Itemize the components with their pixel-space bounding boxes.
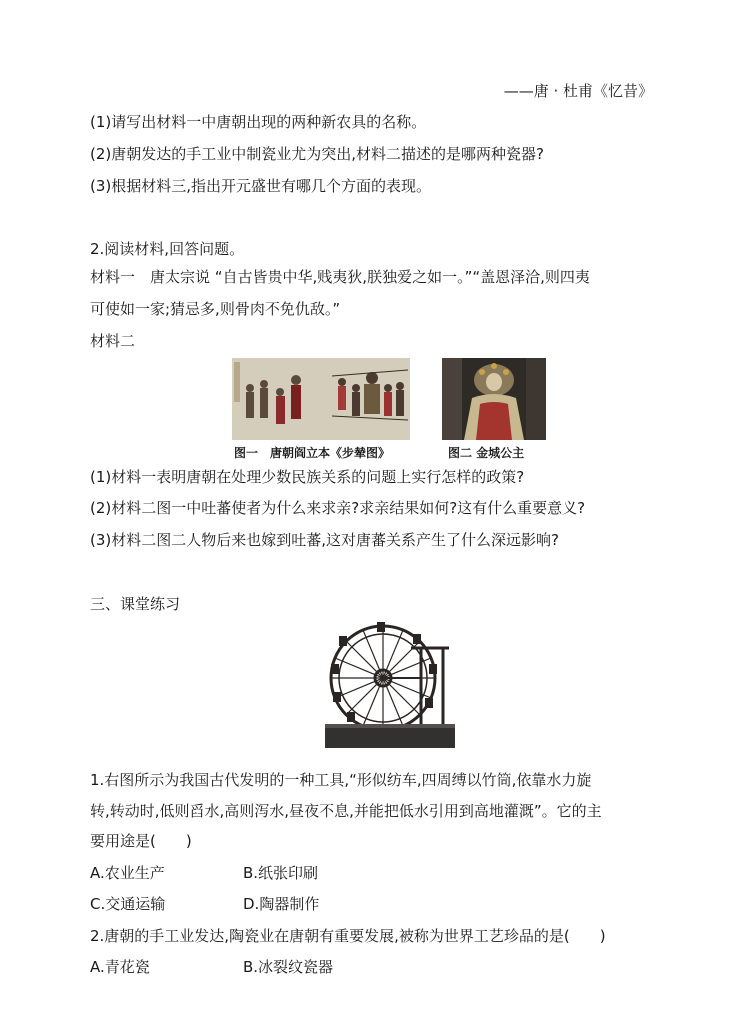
fig2-caption: 图二 金城公主 <box>448 446 525 460</box>
q2-item-1: (1)材料一表明唐朝在处理少数民族关系的问题上实行怎样的政策? <box>90 468 525 486</box>
section3-title: 三、课堂练习 <box>90 595 181 613</box>
bunian-tu-painting-image <box>232 358 410 440</box>
princess-jincheng-image <box>442 358 546 440</box>
ex1-option-c: C.交通运输 <box>90 895 166 913</box>
ex2-option-b: B.冰裂纹瓷器 <box>243 958 334 976</box>
ex1-option-a: A.农业生产 <box>90 864 165 882</box>
fig1-caption: 图一 唐朝阎立本《步辇图》 <box>234 446 391 460</box>
source-citation: ——唐 · 杜甫《忆昔》 <box>503 82 653 100</box>
q1-item-2: (2)唐朝发达的手工业中制瓷业尤为突出,材料二描述的是哪两种瓷器? <box>90 145 544 163</box>
q1-item-3: (3)根据材料三,指出开元盛世有哪几个方面的表现。 <box>90 177 432 195</box>
ex2-line1: 2.唐朝的手工业发达,陶瓷业在唐朝有重要发展,被称为世界工艺珍品的是( ) <box>90 927 606 945</box>
ex1-line2: 转,转动时,低则舀水,高则泻水,昼夜不息,并能把低水引用到高地灌溉”。它的主 <box>90 802 602 820</box>
waterwheel-image <box>325 620 455 748</box>
q2-material2-label: 材料二 <box>90 332 136 350</box>
ex1-line1: 1.右图所示为我国古代发明的一种工具,“形似纺车,四周缚以竹筒,依靠水力旋 <box>90 771 592 789</box>
q2-item-3: (3)材料二图二人物后来也嫁到吐蕃,这对唐蕃关系产生了什么深远影响? <box>90 531 559 549</box>
ex1-option-d: D.陶器制作 <box>243 895 320 913</box>
ex1-line3: 要用途是( ) <box>90 832 192 850</box>
q2-material1-line2: 可使如一家;猜忌多,则骨肉不免仇敌。” <box>90 300 341 318</box>
q2-item-2: (2)材料二图一中吐蕃使者为什么来求亲?求亲结果如何?这有什么重要意义? <box>90 499 586 517</box>
q2-title: 2.阅读材料,回答问题。 <box>90 240 245 258</box>
ex1-option-b: B.纸张印刷 <box>243 864 319 882</box>
q1-item-1: (1)请写出材料一中唐朝出现的两种新农具的名称。 <box>90 113 427 131</box>
ex2-option-a: A.青花瓷 <box>90 958 150 976</box>
q2-material1-line1: 材料一 唐太宗说 “自古皆贵中华,贱夷狄,朕独爱之如一。”“盖恩泽洽,则四夷 <box>90 268 590 286</box>
